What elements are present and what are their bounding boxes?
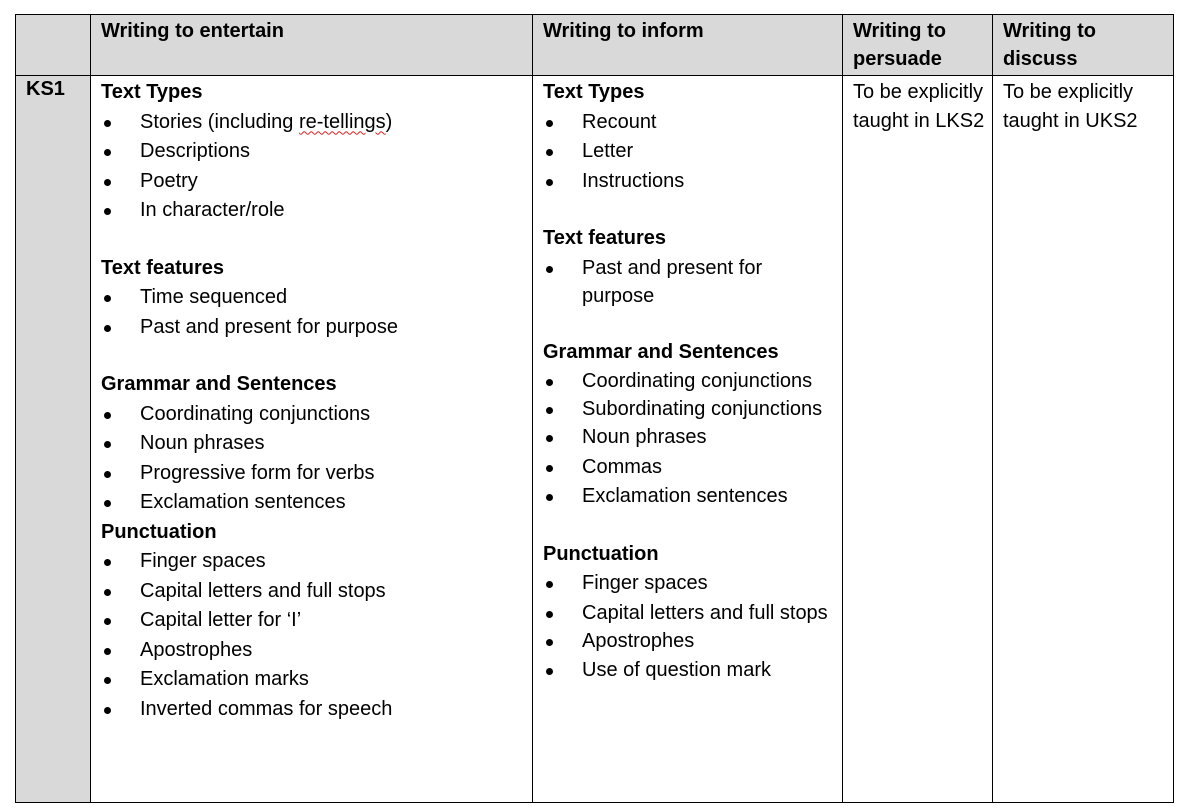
- list-item: Poetry: [101, 167, 526, 197]
- header-row: [16, 15, 1174, 76]
- list-item: Descriptions: [101, 137, 526, 167]
- list-item: Use of question mark: [543, 656, 836, 686]
- inform-punctuation: [543, 540, 836, 686]
- ks1-row: [16, 76, 1174, 803]
- section-heading: Punctuation: [543, 542, 659, 565]
- header-inform: Writing to inform: [533, 15, 843, 76]
- list-item: Stories (including re-tellings): [101, 108, 526, 138]
- list-item: In character/role: [101, 196, 526, 226]
- section-heading: Text features: [543, 227, 667, 249]
- list-item: Recount: [543, 108, 836, 138]
- entertain-text-types: [101, 78, 526, 226]
- list-item: Exclamation sentences: [101, 488, 526, 518]
- inform-text-features: [543, 224, 836, 310]
- list-item: Finger spaces: [543, 569, 836, 599]
- entertain-grammar: [101, 370, 526, 518]
- entertain-text-features: [101, 254, 526, 343]
- list-item: Progressive form for verbs: [101, 459, 526, 489]
- header-persuade: Writing to persuade: [843, 15, 993, 76]
- list-item: Commas: [543, 453, 836, 483]
- list-item: Instructions: [543, 167, 836, 197]
- list-item: Capital letters and full stops: [101, 577, 526, 607]
- list-item: Inverted commas for speech: [101, 695, 526, 725]
- section-heading: Text Types: [543, 81, 645, 103]
- section-heading: Punctuation: [101, 520, 217, 543]
- header-discuss: Writing to discuss: [993, 15, 1174, 76]
- list-item: Past and present for purpose: [543, 254, 836, 310]
- list-item: Coordinating conjunctions: [543, 367, 836, 395]
- discuss-cell: To be explicitly taught in UKS2: [993, 76, 1174, 803]
- list-item: Apostrophes: [543, 627, 836, 657]
- list-item: Finger spaces: [101, 547, 526, 577]
- persuade-cell: To be explicitly taught in LKS2: [843, 76, 993, 803]
- list-item: Past and present for purpose: [101, 313, 526, 343]
- section-heading: Grammar and Sentences: [543, 340, 779, 363]
- inform-grammar: [543, 338, 836, 512]
- entertain-punctuation: [101, 518, 526, 725]
- list-item: Capital letter for ‘I’: [101, 606, 526, 636]
- list-item: Noun phrases: [543, 423, 836, 453]
- header-entertain: Writing to entertain: [91, 15, 533, 76]
- section-heading: Text features: [101, 256, 225, 279]
- section-heading: Grammar and Sentences: [101, 373, 337, 395]
- writing-purposes-table: [15, 14, 1174, 803]
- list-item: Exclamation marks: [101, 665, 526, 695]
- inform-cell: [533, 76, 843, 803]
- list-item: Subordinating conjunctions: [543, 395, 836, 423]
- list-item: Apostrophes: [101, 636, 526, 666]
- list-item: Exclamation sentences: [543, 482, 836, 512]
- inform-text-types: [543, 78, 836, 196]
- list-item: Letter: [543, 137, 836, 167]
- stage-label: KS1: [16, 76, 91, 803]
- section-heading: Text Types: [101, 81, 203, 103]
- list-item: Capital letters and full stops: [543, 599, 836, 627]
- list-item: Noun phrases: [101, 429, 526, 459]
- header-stage: [16, 15, 91, 76]
- list-item: Time sequenced: [101, 283, 526, 313]
- list-item: Coordinating conjunctions: [101, 400, 526, 430]
- entertain-cell: [91, 76, 533, 803]
